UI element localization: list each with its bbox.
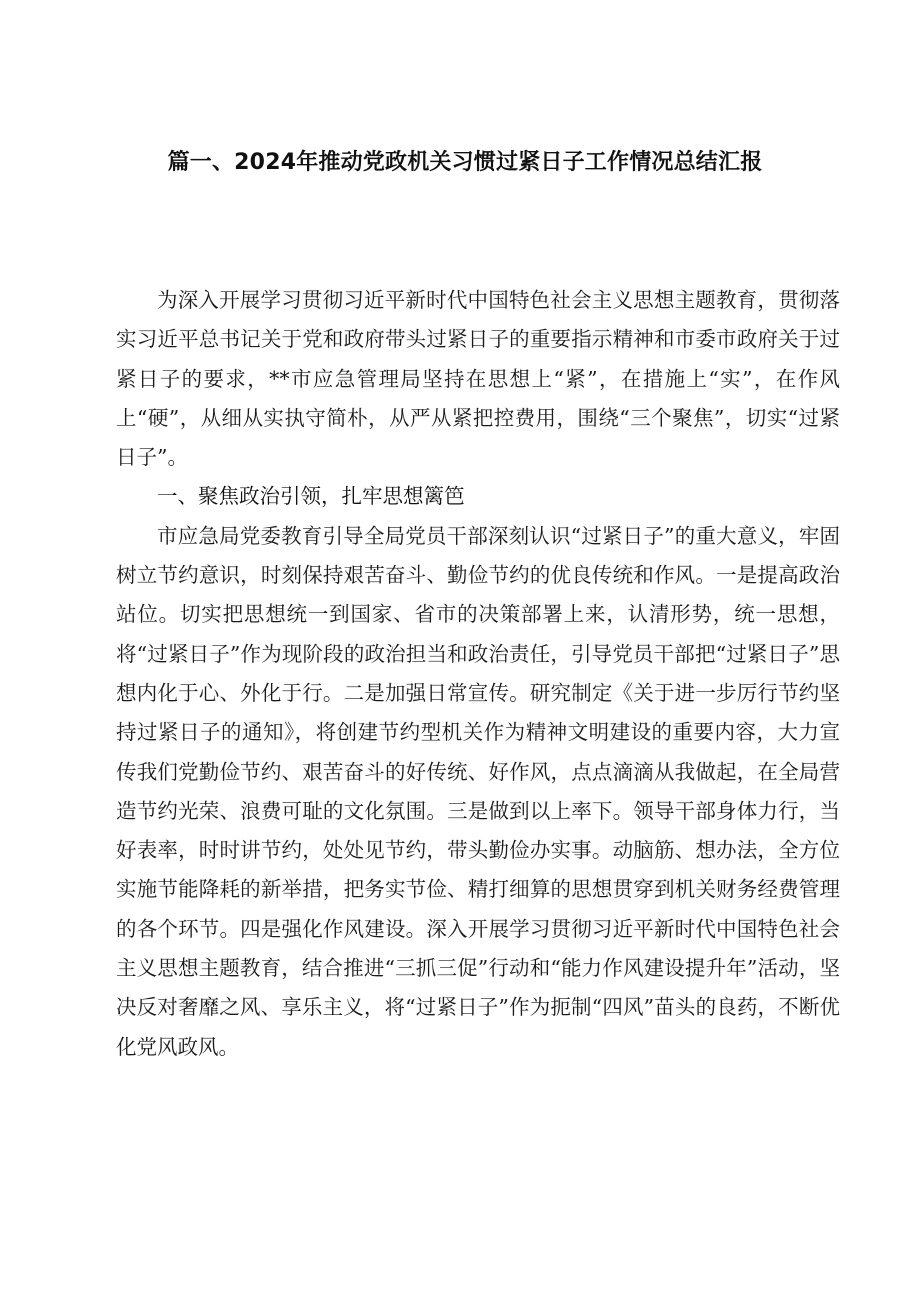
- section-heading: 一、聚焦政治引领，扎牢思想篱笆: [157, 484, 465, 509]
- intro-paragraph: 为深入开展学习贯彻习近平新时代中国特色社会主义思想主题教育，贯彻落实习近平总书记关于党和政府带头过紧日子的重要指示精神和市委市政府关于过紧日子的要求，**市应急管理局坚持在思想上“紧”，在措施上“实”，在作风上“硬”，从细从实执守简朴，从严从紧把控费用，围绕“三个聚焦”，切实“过紧日子”。: [116, 288, 840, 470]
- document-body: [116, 281, 840, 1067]
- document-title: 篇一、2024年推动党政机关习惯过紧日子工作情况总结汇报: [167, 150, 763, 175]
- section-paragraph: 市应急局党委教育引导全局党员干部深刻认识“过紧日子”的重大意义，牢固树立节约意识，时刻保持艰苦奋斗、勤俭节约的优良传统和作风。一是提高政治站位。切实把思想统一到国家、省市的决策部署上来，认清形势，统一思想，将“过紧日子”作为现阶段的政治担当和政治责任，引导党员干部把“过紧日子”思想内化于心、外化于行。二是加强日常宣传。研究制定《关于进一步厉行节约坚持过紧日子的通知》，将创建节约型机关作为精神文明建设的重要内容，大力宣传我们党勤俭节约、艰苦奋斗的好传统、好作风，点点滴滴从我做起，在全局营造节约光荣、浪费可耻的文化氛围。三是做到以上率下。领导干部身体力行，当好表率，时时讲节约，处处见节约，带头勤俭办实事。动脑筋、想办法，全方位实施节能降耗的新举措，把务实节俭、精打细算的思想贯穿到机关财务经费管理的各个环节。四是强化作风建设。深入开展学习贯彻习近平新时代中国特色社会主义思想主题教育，结合推进“三抓三促”行动和“能力作风建设提升年”活动，坚决反对奢靡之风、享乐主义，将“过紧日子”作为扼制“四风”苗头的良药，不断优化党风政风。: [116, 523, 840, 1059]
